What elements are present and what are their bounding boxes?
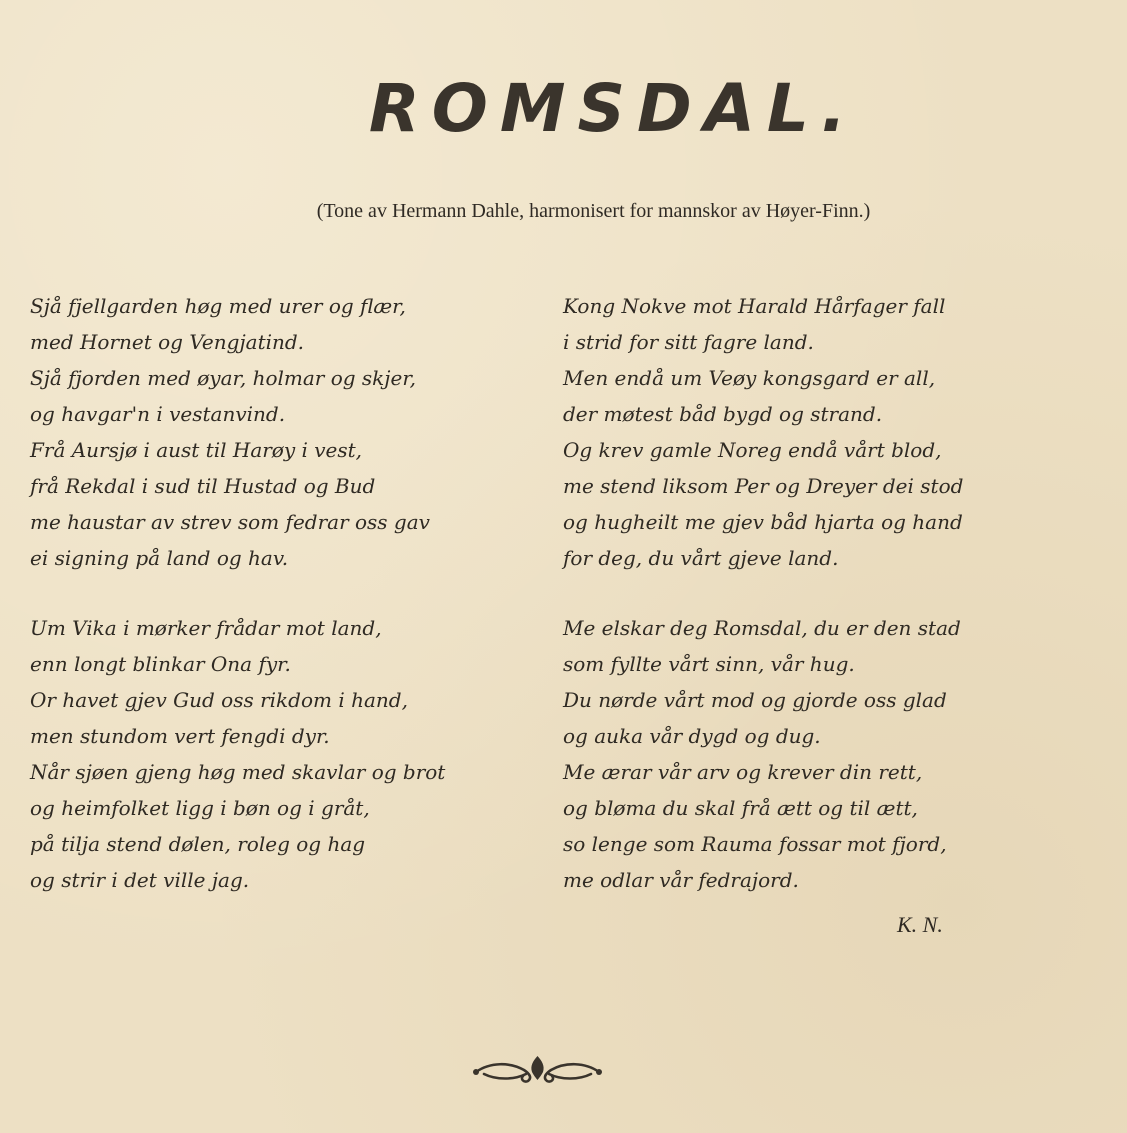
poem-subtitle: (Tone av Hermann Dahle, harmonisert for mannskor av Høyer-Finn.) (316, 200, 871, 222)
verse-line: og heimfolket ligg i bøn og i gråt, (30, 796, 370, 820)
verse-line: frå Rekdal i sud til Hustad og Bud (30, 474, 376, 498)
verse-line: og strir i det ville jag. (30, 868, 250, 892)
verse-line: men stundom vert fengdi dyr. (30, 724, 330, 748)
verse-line: Men endå um Veøy kongsgard er all, (563, 366, 936, 390)
verse-line: Sjå fjellgarden høg med urer og flær, (30, 294, 406, 318)
verse-line: Um Vika i mørker frådar mot land, (30, 616, 382, 640)
verse-line: me stend liksom Per og Dreyer dei stod (563, 474, 964, 498)
verse-line: Når sjøen gjeng høg med skavlar og brot (30, 760, 446, 784)
verse-line: i strid for sitt fagre land. (563, 330, 814, 354)
verse-line: ei signing på land og hav. (30, 546, 289, 570)
verse-line: Du nørde vårt mod og gjorde oss glad (563, 688, 947, 712)
poem-title: ROMSDAL. (368, 70, 859, 147)
scroll-ornament-icon (470, 1048, 605, 1088)
verse-line: Sjå fjorden med øyar, holmar og skjer, (30, 366, 417, 390)
verse-line: Og krev gamle Noreg endå vårt blod, (563, 438, 942, 462)
verse-line: me odlar vår fedrajord. (563, 868, 799, 892)
stanza-2 (30, 610, 550, 898)
stanza-4 (563, 610, 1083, 898)
verse-line: som fyllte vårt sinn, vår hug. (563, 652, 855, 676)
right-column (563, 288, 1083, 898)
verse-line: Me elskar deg Romsdal, du er den stad (563, 616, 961, 640)
verse-line: me haustar av strev som fedrar oss gav (30, 510, 430, 534)
stanza-3 (563, 288, 1083, 576)
stanza-1 (30, 288, 550, 576)
verse-line: med Hornet og Vengjatind. (30, 330, 305, 354)
left-column (30, 288, 550, 898)
verse-line: og auka vår dygd og dug. (563, 724, 821, 748)
verse-line: for deg, du vårt gjeve land. (563, 546, 839, 570)
verse-line: og havgar'n i vestanvind. (30, 402, 286, 426)
verse-line: so lenge som Rauma fossar mot fjord, (563, 832, 947, 856)
verse-line: og bløma du skal frå ætt og til ætt, (563, 796, 918, 820)
verse-line: Me ærar vår arv og krever din rett, (563, 760, 923, 784)
verse-line: på tilja stend dølen, roleg og hag (30, 832, 366, 856)
verse-line: Kong Nokve mot Harald Hårfager fall (563, 294, 946, 318)
author-signature: K. N. (897, 912, 943, 937)
verse-line: der møtest båd bygd og strand. (563, 402, 883, 426)
verse-line: Or havet gjev Gud oss rikdom i hand, (30, 688, 408, 712)
verse-line: Frå Aursjø i aust til Harøy i vest, (30, 438, 363, 462)
verse-line: enn longt blinkar Ona fyr. (30, 652, 291, 676)
verse-line: og hugheilt me gjev båd hjarta og hand (563, 510, 963, 534)
